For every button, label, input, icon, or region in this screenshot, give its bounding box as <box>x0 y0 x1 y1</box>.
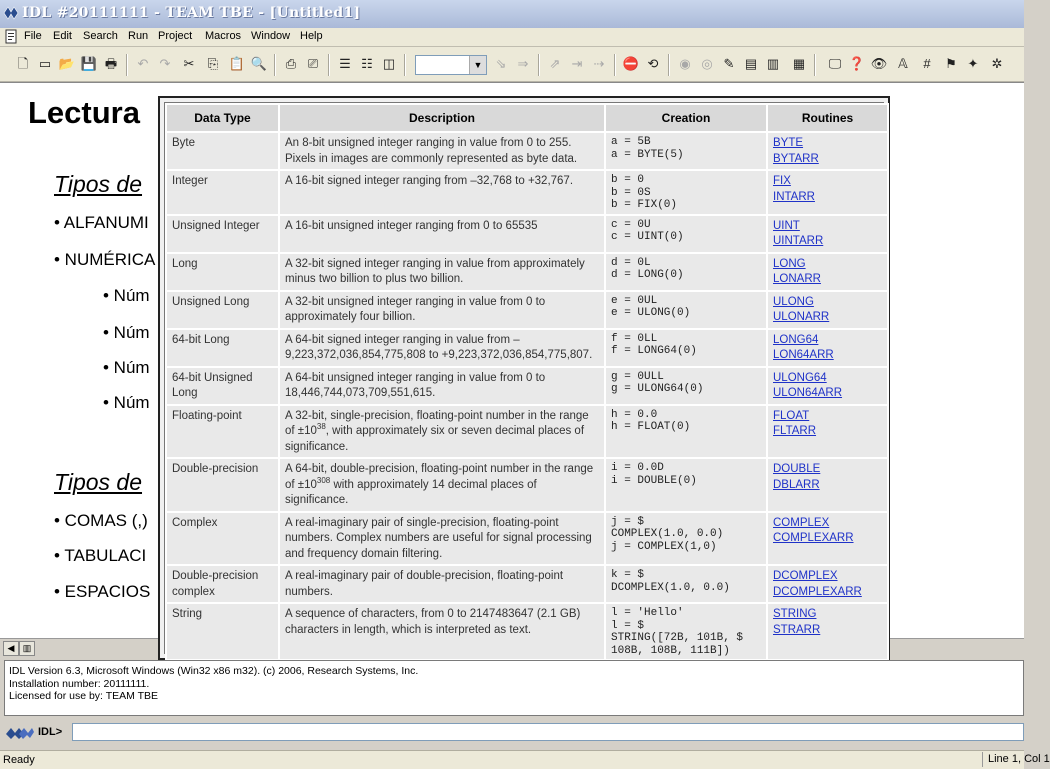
description-text: with approximately 14 decimal places of significance. <box>285 478 537 506</box>
print-icon[interactable]: 🖶 <box>104 56 118 71</box>
context-combo[interactable] <box>415 55 487 75</box>
cell-data-type: Byte <box>166 132 279 170</box>
cell-creation: j = $ COMPLEX(1.0, 0.0) j = COMPLEX(1,0) <box>605 512 767 566</box>
cell-description: An 8-bit unsigned integer ranging in value from 0 to 255. Pixels in images are commonly represented as byte data. <box>279 132 605 170</box>
output-line: Installation number: 20111111. <box>9 677 150 690</box>
cell-data-type: 64-bit Long <box>166 329 279 367</box>
title-bar <box>0 0 1024 29</box>
cell-data-type: Unsigned Integer <box>166 215 279 253</box>
cell-description: A 32-bit signed integer ranging in value from approximately minus two billion to plus two billion. <box>279 253 605 291</box>
description-exponent: 38 <box>316 422 326 432</box>
cell-description: A 16-bit unsigned integer ranging from 0 to 65535 <box>279 215 605 253</box>
output-log-icon[interactable]: ▦ <box>792 56 806 71</box>
slide-bullet: • ALFANUMI <box>54 213 149 232</box>
table-row <box>166 132 888 170</box>
cell-data-type: Double-precision complex <box>166 565 279 603</box>
cell-description: A 64-bit signed integer ranging in value from –9,223,372,036,854,775,808 to +9,223,372,036,854,775,807. <box>279 329 605 367</box>
table-row <box>166 603 888 660</box>
routine-link[interactable]: UINTARR <box>773 235 824 247</box>
slide-subbullet: • Núm <box>103 323 150 342</box>
cell-creation: g = 0ULL g = ULONG64(0) <box>605 367 767 405</box>
header-description: Description <box>279 104 605 132</box>
indent-icon[interactable]: ☰ <box>339 56 351 71</box>
description-text: , with approximately six or seven decimal places of significance. <box>285 425 585 453</box>
cell-creation: h = 0.0 h = FLOAT(0) <box>605 405 767 459</box>
cell-creation: a = 5B a = BYTE(5) <box>605 132 767 170</box>
cell-creation: b = 0 b = 0S b = FIX(0) <box>605 170 767 215</box>
idl-logo-icon <box>5 726 35 740</box>
slide-title: Lectura <box>28 95 140 130</box>
stop-icon[interactable]: ⛔ <box>622 56 640 71</box>
cell-routines <box>767 603 888 660</box>
cut-icon[interactable]: ✂ <box>183 56 195 71</box>
header-data-type: Data Type <box>166 104 279 132</box>
cell-description: A 64-bit unsigned integer ranging in value from 0 to 18,446,744,073,709,551,615. <box>279 367 605 405</box>
paste-icon[interactable]: 📋 <box>228 56 246 71</box>
save-icon[interactable]: 💾 <box>80 56 98 71</box>
slide-bullet: • NUMÉRICA <box>54 250 156 269</box>
menu-window[interactable]: Window <box>251 30 291 42</box>
menu-run[interactable]: Run <box>128 30 149 42</box>
cell-creation: e = 0UL e = ULONG(0) <box>605 291 767 329</box>
menu-edit[interactable]: Edit <box>53 30 72 42</box>
routine-link[interactable]: FLOAT <box>773 409 810 422</box>
cell-routines <box>767 291 888 329</box>
slide-section-2: Tipos de <box>54 469 143 495</box>
cell-routines <box>767 405 888 459</box>
menu-bar <box>0 28 1024 47</box>
cell-routines <box>767 253 888 291</box>
idl-app-icon[interactable] <box>3 6 19 20</box>
cell-routines <box>767 329 888 367</box>
menu-file[interactable]: File <box>24 30 42 42</box>
cursor-position: Line 1, Col 1 <box>982 752 1024 767</box>
cell-routines <box>767 565 888 603</box>
routine-link[interactable]: FIX <box>773 175 791 187</box>
routine-link[interactable]: ULONG <box>773 295 814 308</box>
puzzle-icon[interactable]: ✦ <box>967 56 979 71</box>
routine-link[interactable]: INTARR <box>773 190 815 203</box>
table-row <box>166 329 888 367</box>
step-over-icon[interactable]: ⇒ <box>517 56 529 71</box>
cell-creation: k = $ DCOMPLEX(1.0, 0.0) <box>605 565 767 603</box>
description-text: A 32-bit, single-precision, floating-point number in the range of ±10 <box>285 409 589 437</box>
routine-link[interactable]: BYTE <box>773 137 804 149</box>
reset-icon[interactable]: ⟲ <box>647 56 659 71</box>
routine-link[interactable]: LONG <box>773 257 806 270</box>
step-into-icon[interactable]: ⇘ <box>495 56 507 71</box>
cell-description: A 16-bit signed integer ranging from –32,768 to +32,767. <box>279 170 605 215</box>
menu-help[interactable]: Help <box>300 30 323 42</box>
toolbar <box>0 47 1024 82</box>
cell-description: A real-imaginary pair of double-precision, floating-point numbers. <box>279 565 605 603</box>
table-row <box>166 170 888 215</box>
next-bookmark-icon[interactable]: ▥ <box>766 56 780 71</box>
slide-bullet: • ESPACIOS <box>54 582 151 601</box>
table-row <box>166 512 888 566</box>
cell-description <box>279 458 605 512</box>
cell-creation: i = 0.0D i = DOUBLE(0) <box>605 458 767 512</box>
command-prompt: IDL> <box>38 726 63 738</box>
cell-routines <box>767 170 888 215</box>
output-line: IDL Version 6.3, Microsoft Windows (Win32 x86 m32). (c) 2006, Research Systems, Inc. <box>9 665 419 677</box>
routine-link[interactable]: DCOMPLEX <box>773 570 838 582</box>
clear-breakpoint-icon[interactable]: ◎ <box>701 56 713 71</box>
data-types-table <box>165 103 889 661</box>
slide-bullet: • COMAS (,) <box>54 511 148 530</box>
routine-link[interactable]: DBLARR <box>773 478 820 491</box>
menu-search[interactable]: Search <box>83 30 118 42</box>
command-input[interactable] <box>72 723 1024 741</box>
cell-routines <box>767 458 888 512</box>
step-out-icon[interactable]: ⇗ <box>549 56 561 71</box>
cell-routines <box>767 512 888 566</box>
columns-icon[interactable]: ◫ <box>382 56 396 71</box>
slide-section-1: Tipos de <box>54 171 143 197</box>
chevron-down-icon[interactable]: ▼ <box>469 56 486 74</box>
help-pointer-icon[interactable]: ❓ <box>848 56 866 71</box>
cell-data-type: 64-bit Unsigned Long <box>166 367 279 405</box>
cell-description: A sequence of characters, from 0 to 2147483647 (2.1 GB) characters in length, which is interpreted as text. <box>279 603 605 660</box>
breakpoint-icon[interactable]: ◉ <box>679 56 691 71</box>
flag-icon[interactable]: ⚑ <box>945 56 957 71</box>
table-row <box>166 405 888 459</box>
cell-routines <box>767 132 888 170</box>
output-line: Licensed for use by: TEAM TBE <box>9 690 159 702</box>
new-file-icon[interactable]: 🗋 <box>17 56 29 71</box>
cell-data-type: Integer <box>166 170 279 215</box>
document-icon[interactable] <box>4 29 18 44</box>
bookmark-icon[interactable]: ▤ <box>744 56 758 71</box>
description-exponent: 308 <box>316 475 331 485</box>
routine-link[interactable]: FLTARR <box>773 425 817 437</box>
table-header-row <box>166 104 888 132</box>
open-folder-icon[interactable]: 📂 <box>58 56 76 71</box>
slide-subbullet: • Núm <box>103 393 150 412</box>
table-row <box>166 291 888 329</box>
compile-icon[interactable]: ⎙ <box>285 56 297 71</box>
routine-link[interactable]: LON64ARR <box>773 349 834 361</box>
cell-data-type: Long <box>166 253 279 291</box>
routine-link[interactable]: STRARR <box>773 623 821 636</box>
find-icon[interactable]: 🔍 <box>250 56 268 71</box>
routine-link[interactable]: UINT <box>773 219 800 232</box>
routine-link[interactable]: DOUBLE <box>773 463 821 475</box>
routine-link[interactable]: STRING <box>773 608 817 620</box>
cell-data-type: Unsigned Long <box>166 291 279 329</box>
slide-subbullet: • Núm <box>103 358 150 377</box>
undo-icon[interactable]: ↶ <box>137 56 149 71</box>
routine-link[interactable]: LONG64 <box>773 333 819 346</box>
cell-data-type: Complex <box>166 512 279 566</box>
run-to-cursor-icon[interactable]: ⇥ <box>571 56 583 71</box>
cell-data-type: String <box>166 603 279 660</box>
routine-link[interactable]: ULONARR <box>773 311 830 323</box>
cell-description: A 32-bit unsigned integer ranging in value from 0 to approximately four billion. <box>279 291 605 329</box>
header-creation: Creation <box>605 104 767 132</box>
table-row <box>166 215 888 253</box>
tools-icon[interactable]: ✲ <box>991 56 1003 71</box>
slide-subbullet: • Núm <box>103 286 150 305</box>
routine-link[interactable]: DCOMPLEXARR <box>773 585 862 598</box>
status-bar <box>0 750 1050 769</box>
cell-routines <box>767 367 888 405</box>
cell-creation: l = 'Hello' l = $ STRING([72B, 101B, $ 108B, 108B, 111B]) <box>605 603 767 660</box>
command-line <box>0 720 1024 746</box>
run-icon[interactable]: ⎚ <box>307 56 319 71</box>
table-row <box>166 458 888 512</box>
window-title: IDL #20111111 - TEAM TBE - [Untitled1] <box>22 5 361 21</box>
data-types-table-image <box>158 96 890 660</box>
description-text: A 64-bit, double-precision, floating-point number in the range of ±10 <box>285 463 594 491</box>
output-log[interactable] <box>4 660 1024 716</box>
edit-breakpoint-icon[interactable]: ✎ <box>723 56 735 71</box>
variables-icon[interactable]: 𝔸 <box>898 56 908 71</box>
cell-creation: d = 0L d = LONG(0) <box>605 253 767 291</box>
outdent-icon[interactable]: ☷ <box>361 56 373 71</box>
table-row <box>166 253 888 291</box>
routine-link[interactable]: ULONG64 <box>773 371 827 384</box>
cell-description: A real-imaginary pair of single-precision, floating-point numbers. Complex numbers are useful for signal processing and frequency domain filtering. <box>279 512 605 566</box>
scroll-thumb[interactable]: ▥ <box>19 641 35 656</box>
scroll-left-icon[interactable]: ◀ <box>3 641 19 656</box>
table-row <box>166 367 888 405</box>
cell-data-type: Floating-point <box>166 405 279 459</box>
cell-creation: f = 0LL f = LONG64(0) <box>605 329 767 367</box>
menu-project[interactable]: Project <box>158 30 193 42</box>
redo-icon[interactable]: ↷ <box>159 56 171 71</box>
copy-icon[interactable]: ⎘ <box>207 56 219 71</box>
new-window-icon[interactable]: ▭ <box>38 56 52 71</box>
cell-creation: c = 0U c = UINT(0) <box>605 215 767 253</box>
header-routines: Routines <box>767 104 888 132</box>
routine-link[interactable]: COMPLEX <box>773 516 830 529</box>
menu-macros[interactable]: Macros <box>205 30 242 42</box>
routine-link[interactable]: COMPLEXARR <box>773 532 854 544</box>
routine-link[interactable]: ULON64ARR <box>773 387 843 399</box>
cell-data-type: Double-precision <box>166 458 279 512</box>
routine-link[interactable]: LONARR <box>773 273 821 285</box>
cell-description <box>279 405 605 459</box>
continue-icon[interactable]: ⇢ <box>593 56 605 71</box>
slide-bullet: • TABULACI <box>54 546 147 565</box>
table-row <box>166 565 888 603</box>
status-text: Ready <box>3 754 35 766</box>
monitor-icon[interactable]: 🖵 <box>828 56 842 71</box>
cell-routines <box>767 215 888 253</box>
routine-link[interactable]: BYTARR <box>773 152 819 165</box>
numbers-icon[interactable]: # <box>923 56 931 71</box>
watch-icon[interactable]: 👁 <box>870 56 888 71</box>
